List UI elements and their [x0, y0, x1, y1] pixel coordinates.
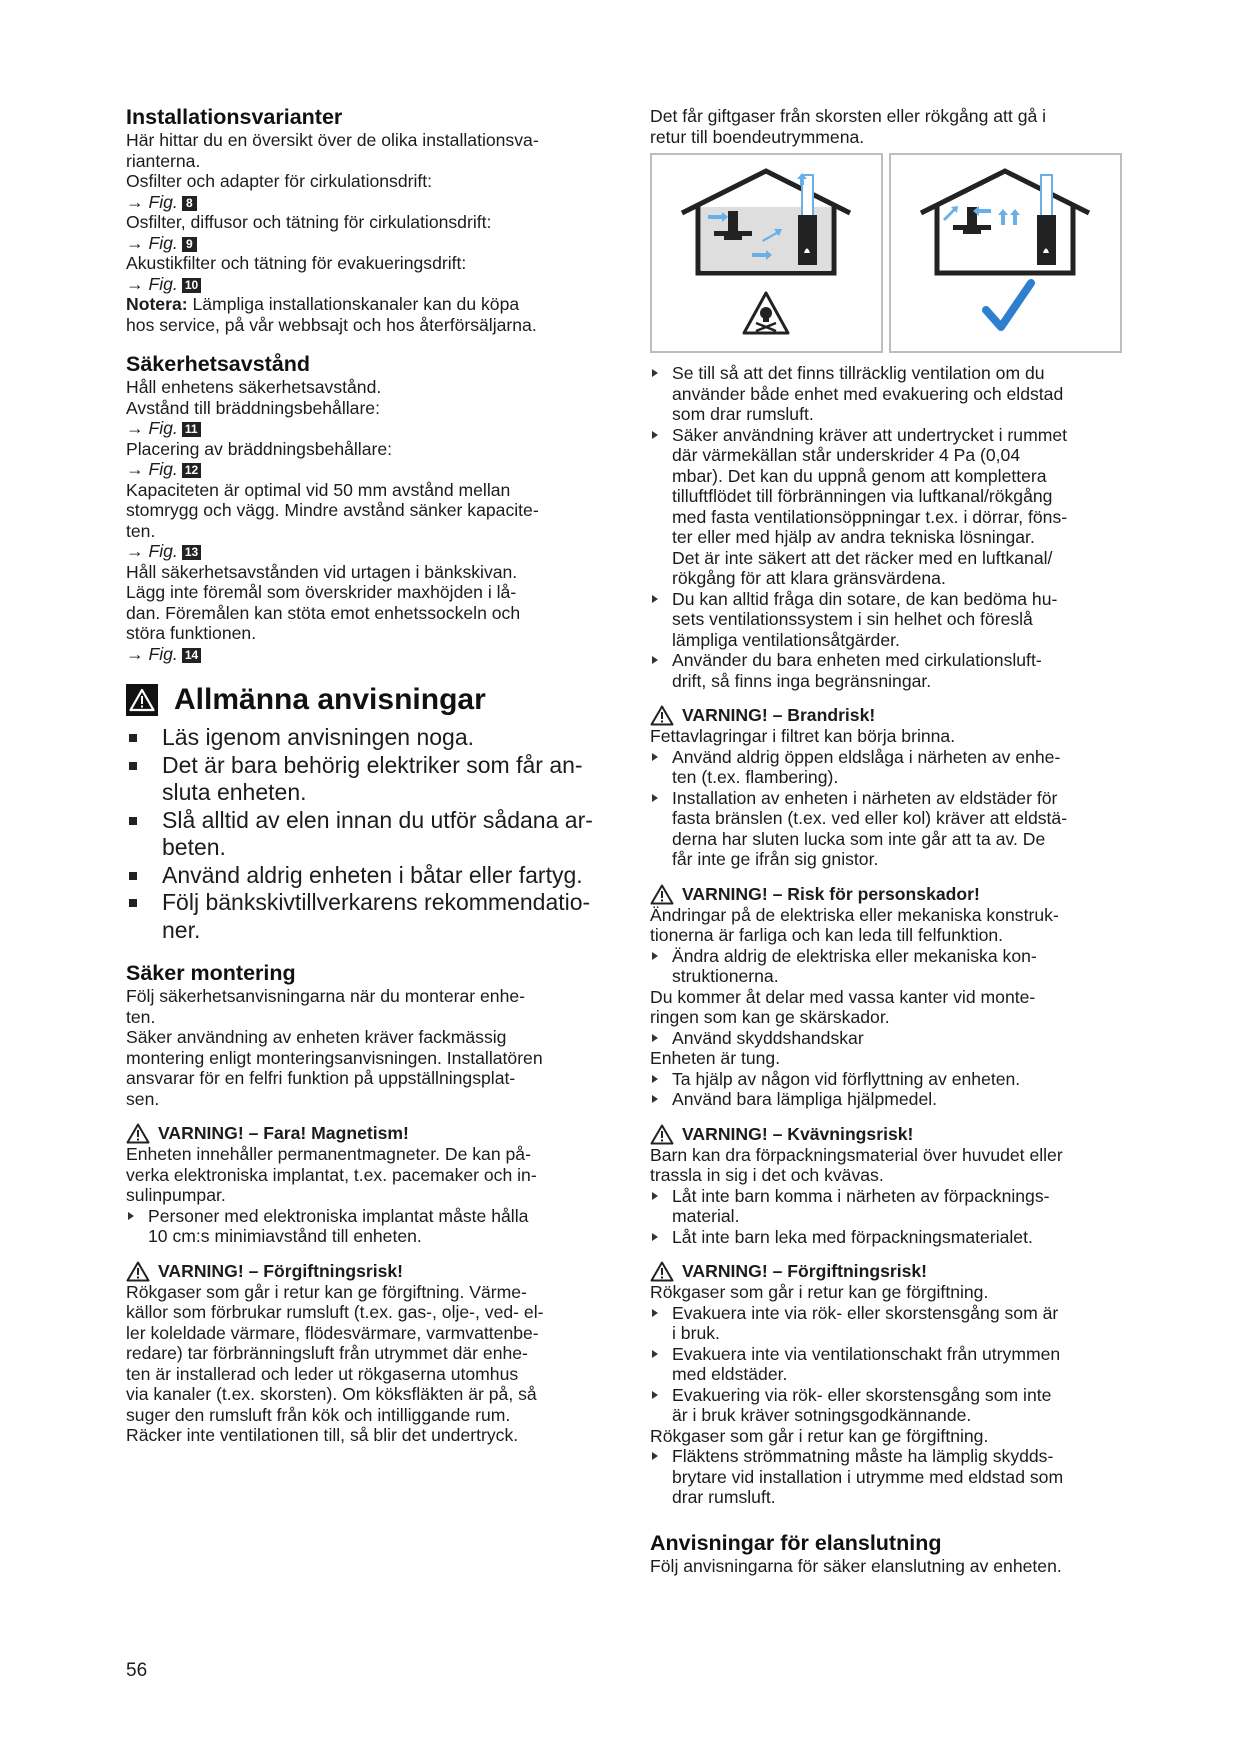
bullet-list [650, 1028, 1130, 1049]
warning-triangle-icon [650, 705, 674, 726]
heading-elanslutning: Anvisningar för elanslutning [650, 1530, 942, 1555]
text-line: Rökgaser som går i retur kan ge förgiftning. Värme- [126, 1281, 527, 1302]
ventilation-bullet-list [650, 363, 1130, 691]
figure-number-badge: 11 [182, 422, 201, 437]
bullet-list [650, 747, 1130, 870]
right-column [650, 106, 1130, 1576]
text-line: sen. [126, 1088, 160, 1109]
text-line: suger den rumsluft från kök och intilliggande rum. [126, 1404, 511, 1425]
figure-reference: → Fig. 13 [126, 541, 614, 562]
list-item: Använd skyddshandskar [650, 1028, 1130, 1049]
list-item: Evakuera inte via rök- eller skorstensgång som är i bruk. [650, 1303, 1130, 1344]
list-item: Evakuera inte via ventilationschakt från utrymmen med eldstäder. [650, 1344, 1130, 1385]
note: Notera: Lämpliga installationskanaler kan du köpa [126, 294, 520, 314]
bullet-list [650, 1303, 1130, 1426]
general-instructions-list [126, 724, 614, 944]
list-item: Personer med elektroniska implantat måste hålla 10 cm:s minimiavstånd till enheten. [126, 1206, 614, 1247]
text-line: dan. Föremålen kan stöta emot enhetssockeln och [126, 602, 521, 623]
text-line: störa funktionen. [126, 623, 257, 643]
warning-triangle-icon [126, 1123, 150, 1144]
text-line: redare) tar förbränningsluft från utrymmet där enhe- [126, 1343, 528, 1363]
warning-heading-magnetism: VARNING! – Fara! Magnetism! [126, 1123, 614, 1144]
text-line: rianterna. [126, 150, 201, 171]
text-line: trassla in sig i det och kvävas. [650, 1165, 884, 1185]
text-line: ringen som kan ge skärskador. [650, 1007, 890, 1027]
text-line: ten. [126, 520, 156, 541]
text-line: Håll enhetens säkerhetsavstånd. [126, 377, 382, 397]
list-item: Evakuering via rök- eller skorstensgång som inte är i bruk kräver sotningsgodkännande. [650, 1385, 1130, 1426]
figure-number-badge: 8 [182, 196, 197, 211]
list-item: Slå alltid av elen innan du utför sådana ar- beten. [126, 807, 614, 862]
text-line: Barn kan dra förpackningsmaterial över huvudet eller [650, 1144, 1063, 1165]
text-line: montering enligt monteringsanvisningen. Installatören [126, 1047, 543, 1068]
text-line: Avstånd till bräddningsbehållare: [126, 397, 380, 418]
heading-installationsvarianter: Installationsvarianter [126, 105, 343, 129]
checkmark-icon [986, 283, 1031, 327]
bullet-list [650, 1186, 1130, 1248]
bullet-list [126, 1206, 614, 1247]
text-line: ler koleldade värmare, flödesvärmare, varmvattenbe- [126, 1322, 539, 1343]
text-line: Placering av bräddningsbehållare: [126, 438, 393, 459]
page-number: 56 [126, 1660, 148, 1681]
list-item: Använd aldrig enheten i båtar eller fartyg. [126, 862, 614, 890]
text-line: Akustikfilter och tätning för evakueringsdrift: [126, 253, 467, 273]
heading-allmanna-anvisningar: Allmänna anvisningar [126, 682, 614, 718]
warning-icon [126, 684, 158, 716]
list-item: Fläktens strömmatning måste ha lämplig skydds- brytare vid installation i utrymme med eldstad som drar rumsluft. [650, 1446, 1130, 1508]
text-line: ansvarar för en felfri funktion på uppställningsplat- [126, 1068, 516, 1088]
list-item: Läs igenom anvisningen noga. [126, 724, 614, 752]
skull-hazard-icon [744, 293, 788, 333]
illustration-wrong-ventilation [650, 153, 883, 353]
list-item: Ändra aldrig de elektriska eller mekaniska kon- struktionerna. [650, 946, 1130, 987]
text-line: stomrygg och vägg. Mindre avstånd sänker kapacite- [126, 500, 539, 520]
warning-heading-poison-2: VARNING! – Förgiftningsrisk! [650, 1261, 1130, 1282]
list-item: Säker användning kräver att undertrycket i rummet där värmekällan står underskrider 4 Pa (0,04 mbar). Det kan du uppnå genom att komplettera tilluftflödet till förbränningen via luftkanal/rökgång med fasta ventilationsöppningar t.ex. i dörrar, föns- ter eller med hjälp av andra tekniska lösningar. Det är inte säkert att det räcker med en luftkanal/ rökgång för att klara gränsvärdena. [650, 425, 1130, 589]
warning-heading-fire: VARNING! – Brandrisk! [650, 705, 1130, 726]
list-item: Se till så att det finns tillräcklig ventilation om du använder både enhet med evakuering och eldstad som drar rumsluft. [650, 363, 1130, 425]
figure-reference: → Fig. 12 [126, 459, 614, 480]
text-line: ten. [126, 1006, 156, 1027]
figure-reference: → Fig. 14 [126, 644, 614, 665]
warning-triangle-icon [650, 1261, 674, 1282]
text-line: Ändringar på de elektriska eller mekaniska konstruk- [650, 904, 1059, 925]
figure-number-badge: 13 [182, 545, 201, 560]
list-item: Låt inte barn komma i närheten av förpacknings- material. [650, 1186, 1130, 1227]
warning-heading-choke: VARNING! – Kvävningsrisk! [650, 1124, 1130, 1145]
figure-number-badge: 10 [182, 278, 201, 293]
figure-reference: → Fig. 9 [126, 233, 614, 254]
bullet-list [650, 946, 1130, 987]
text-line: Rökgaser som går i retur kan ge förgiftning. [650, 1282, 989, 1302]
warning-heading-injury: VARNING! – Risk för personskador! [650, 884, 1130, 905]
text-line: Osfilter, diffusor och tätning för cirkulationsdrift: [126, 212, 492, 232]
text-line: Det får giftgaser från skorsten eller rökgång att gå i [650, 106, 1047, 126]
text-line: verka elektroniska implantat, t.ex. pacemaker och in- [126, 1164, 537, 1185]
figure-reference: → Fig. 8 [126, 192, 614, 213]
text-line: ten är installerad och leder ut rökgaserna utomhus [126, 1363, 519, 1384]
warning-triangle-icon [650, 1124, 674, 1145]
text-line: Enheten innehåller permanentmagneter. De kan på- [126, 1144, 531, 1164]
text-line: hos service, på vår webbsajt och hos återförsäljarna. [126, 314, 537, 335]
text-line: Håll säkerhetsavstånden vid urtagen i bänkskivan. [126, 561, 518, 582]
text-line: Enheten är tung. [650, 1048, 781, 1068]
text-line: retur till boendeutrymmena. [650, 126, 865, 147]
text-line: sulinpumpar. [126, 1185, 226, 1205]
text-line: tionerna är farliga och kan leda till felfunktion. [650, 925, 1004, 945]
airflow-arrows-icon [943, 206, 1020, 225]
figure-reference: → Fig. 11 [126, 418, 614, 439]
list-item: Använder du bara enheten med cirkulationsluft- drift, så finns inga begränsningar. [650, 650, 1130, 691]
list-item: Installation av enheten i närheten av eldstäder för fasta bränslen (t.ex. ved eller kol) kräver att eldstä- derna har sluten lucka som inte går att ta av. De får inte ge ifrån sig gnistor. [650, 788, 1130, 870]
text-line: Rökgaser som går i retur kan ge förgiftning. [650, 1425, 989, 1446]
warning-triangle-icon [650, 884, 674, 905]
text-line: Osfilter och adapter för cirkulationsdrift: [126, 171, 433, 191]
figure-reference: → Fig. 10 [126, 274, 614, 295]
list-item: Det är bara behörig elektriker som får an- sluta enheten. [126, 752, 614, 807]
bullet-list [650, 1446, 1130, 1508]
list-item: Använd bara lämpliga hjälpmedel. [650, 1089, 1130, 1110]
text-line: Lägg inte föremål som överskrider maxhöjden i lå- [126, 582, 517, 602]
text-line: Säker användning av enheten kräver fackmässig [126, 1027, 507, 1047]
text-line: Kapaciteten är optimal vid 50 mm avstånd mellan [126, 479, 511, 500]
list-item: Använd aldrig öppen eldslåga i närheten av enhe- ten (t.ex. flambering). [650, 747, 1130, 788]
text-line: Fettavlagringar i filtret kan börja brinna. [650, 726, 956, 746]
bullet-list [650, 1069, 1130, 1110]
list-item: Följ bänkskivtillverkarens rekommendatio- ner. [126, 889, 614, 944]
list-item: Låt inte barn leka med förpackningsmaterialet. [650, 1227, 1130, 1248]
heading-saker-montering: Säker montering [126, 961, 296, 985]
text-line: Du kommer åt delar med vassa kanter vid monte- [650, 986, 1036, 1007]
heading-sakerhetsavstand: Säkerhetsavstånd [126, 352, 311, 376]
text-line: via kanaler (t.ex. skorsten). Om köksfläkten är på, så [126, 1384, 537, 1404]
left-column [126, 104, 614, 1446]
text-line: Följ säkerhetsanvisningarna när du monterar enhe- [126, 986, 526, 1006]
ventilation-illustrations [650, 153, 1130, 353]
list-item: Ta hjälp av någon vid förflyttning av enheten. [650, 1069, 1130, 1090]
illustration-correct-ventilation [889, 153, 1122, 353]
warning-triangle-icon [126, 1261, 150, 1282]
figure-number-badge: 14 [182, 648, 201, 663]
figure-number-badge: 12 [182, 463, 201, 478]
list-item: Du kan alltid fråga din sotare, de kan bedöma hu- sets ventilationssystem i sin helhet och föreslå lämpliga ventilationsåtgärder. [650, 589, 1130, 651]
figure-number-badge: 9 [182, 237, 197, 252]
text-line: Följ anvisningarna för säker elanslutning av enheten. [650, 1555, 1062, 1576]
text-line: källor som förbrukar rumsluft (t.ex. gas-, olje-, ved- el- [126, 1302, 544, 1322]
text-line: Här hittar du en översikt över de olika installationsva- [126, 130, 539, 150]
text-line: Räcker inte ventilationen till, så blir det undertryck. [126, 1425, 519, 1445]
warning-heading-poison: VARNING! – Förgiftningsrisk! [126, 1261, 614, 1282]
